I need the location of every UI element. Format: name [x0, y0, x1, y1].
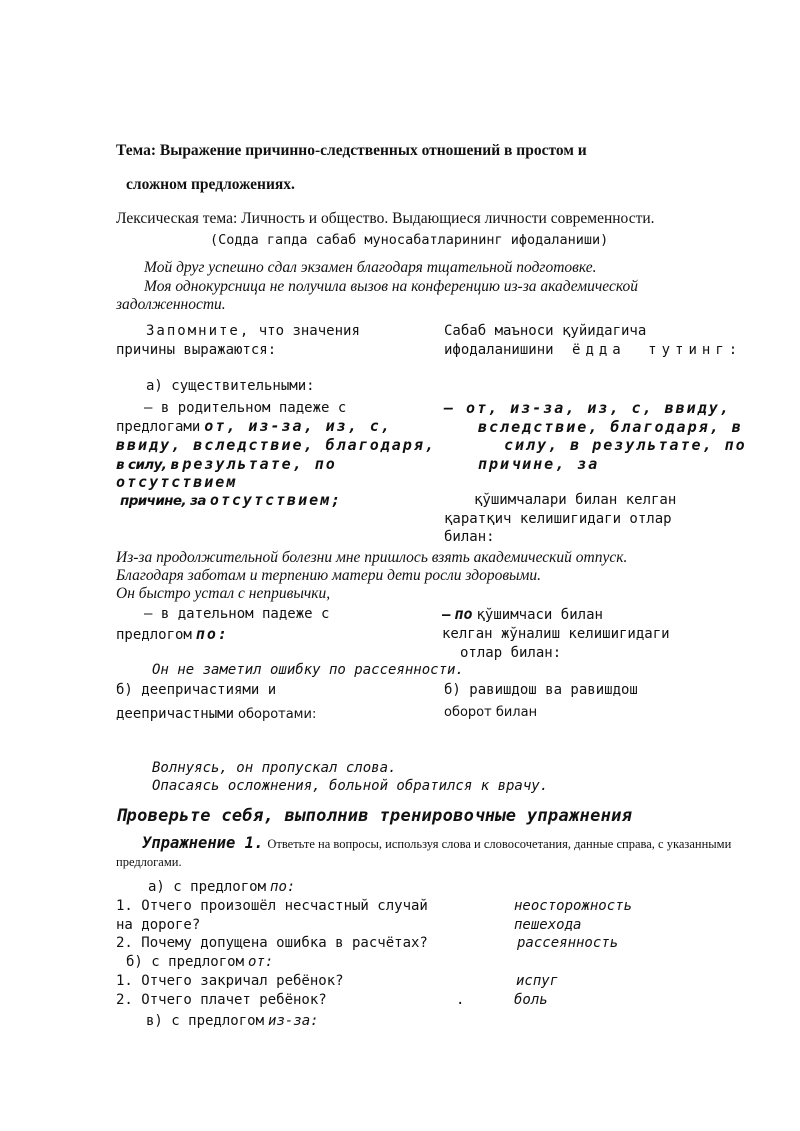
- remember-left-line-2: причины выражаются:: [116, 342, 277, 358]
- example-a-1: Из-за продолжительной болезни мне пришлось взять академический отпуск.: [116, 549, 628, 566]
- sub-b-prefix: б) с предлогом: [126, 954, 245, 970]
- remember-keyword: Запомните,: [146, 323, 251, 339]
- question-a-1-line-1: 1. Отчего произошёл несчастный случай: [116, 898, 428, 914]
- dative-left-line-1: — в дательном падеже с: [144, 606, 330, 622]
- remember-right-word-c: тутинг:: [648, 342, 743, 358]
- prepositions-line-4: отсутствием: [116, 473, 238, 491]
- remember-rest: что значения: [258, 323, 360, 339]
- uz-prepositions-line-2: вследствие, благодаря, в: [478, 418, 743, 436]
- question-a-1-line-2: на дороге?: [116, 917, 201, 933]
- sub-a-prefix: а) с предлогом: [148, 879, 267, 895]
- exercise-1-label: Упражнение 1.: [142, 834, 264, 852]
- section-b-left-line-1: б) деепричастиями и: [116, 682, 277, 698]
- prepositions-line-3: [116, 455, 337, 474]
- uzbek-subtitle: (Содда гапда сабаб муносабатларининг ифодаланиши): [210, 232, 609, 248]
- example-a-2: Благодаря заботам и терпению матери дети росли здоровыми.: [116, 567, 542, 584]
- prepositions-big-3: результате, по: [182, 455, 337, 473]
- sub-c-prefix: в) с предлогом: [146, 1013, 265, 1029]
- section-b-example-1: Волнуясь, он пропускал слова.: [152, 760, 397, 776]
- dative-dash: —: [442, 607, 451, 623]
- remember-left-line-1: [146, 323, 360, 339]
- intro-example-1: Мой друг успешно сдал экзамен благодаря тщательной подготовке.: [144, 259, 597, 276]
- section-a-heading: а) существительными:: [146, 378, 315, 394]
- uz-description-line-1: қўшимчалари билан келган: [474, 492, 677, 508]
- question-a-2: 2. Почему допущена ошибка в расчётах?: [116, 935, 428, 951]
- topic-title: [116, 142, 587, 160]
- remember-right-word-a: ифодаланишини: [444, 342, 554, 358]
- topic-line-2: сложном предложениях.: [126, 176, 295, 193]
- exercises-heading: Проверьте себя, выполнив тренировочные упражнения: [116, 806, 633, 826]
- section-b-word-a: деепричастными: [116, 706, 235, 722]
- sub-b-heading: [126, 953, 273, 971]
- example-a-3: Он быстро устал с непривычки,: [116, 585, 331, 602]
- dative-right-rest: қўшимчаси билан: [476, 607, 603, 623]
- answer-a-2: пешехода: [514, 917, 582, 933]
- sub-a-heading: [148, 878, 295, 896]
- stray-dot: .: [456, 992, 465, 1008]
- dative-right-prep: по: [454, 605, 473, 623]
- remember-right-word-b: ёдда: [572, 342, 626, 358]
- question-b-2: 2. Отчего плачет ребёнок?: [116, 992, 327, 1008]
- sub-b-prep: от:: [248, 954, 274, 970]
- dative-right-line-2: келган жўналиш келишигидаги: [442, 626, 670, 642]
- prepositions-small-3: в силу, в: [116, 457, 179, 473]
- intro-example-3: задолженности.: [116, 296, 226, 313]
- prepositions-line-2: ввиду, вследствие, благодаря,: [116, 436, 436, 454]
- section-b-right-line-2: оборот билан: [444, 705, 538, 720]
- answer-b-2: боль: [514, 992, 548, 1008]
- question-b-1: 1. Отчего закричал ребёнок?: [116, 973, 344, 989]
- uz-prepositions-line-1: — от, из-за, из, с, ввиду,: [444, 399, 731, 417]
- section-b-example-2: Опасаясь осложнения, больной обратился к врачу.: [152, 778, 549, 794]
- genitive-line-2: [116, 417, 392, 436]
- prepositions-line-1: от, из-за, из, с,: [204, 417, 392, 435]
- answer-b-1: испуг: [516, 973, 559, 989]
- lexical-topic: Лексическая тема: Личность и общество. Выдающиеся личности современности.: [116, 210, 655, 227]
- topic-line-1: Выражение причинно-следственных отношений в простом и: [159, 142, 587, 159]
- genitive-prefix: предлогами: [116, 419, 201, 435]
- answer-a-1: неосторожность: [514, 898, 633, 914]
- genitive-line-1: — в родительном падеже с: [144, 400, 347, 416]
- sub-c-prep: из-за:: [268, 1013, 319, 1029]
- section-b-left-line-2: [116, 705, 316, 723]
- dative-prefix: предлогом: [116, 627, 192, 643]
- intro-example-2: Моя однокурсница не получила вызов на конференцию из-за академической: [144, 278, 639, 295]
- dative-preposition: по:: [195, 625, 229, 643]
- dative-right-line-1: [442, 605, 603, 624]
- prepositions-big-5: отсутствием;: [209, 491, 343, 509]
- section-b-right-line-1: б) равишдош ва равишдош: [444, 682, 638, 698]
- exercise-1: [116, 834, 742, 871]
- uz-description-line-2: қаратқич келишигидаги отлар: [444, 511, 672, 527]
- section-b-word-b: оборотами:: [238, 707, 317, 722]
- dative-right-line-3: отлар билан:: [460, 645, 562, 661]
- answer-a-3: рассеянность: [517, 935, 619, 951]
- prepositions-line-5: [120, 491, 342, 510]
- topic-label: Тема:: [116, 142, 156, 159]
- dative-example: Он не заметил ошибку по рассеянности.: [152, 662, 464, 678]
- remember-right-line-2: [444, 342, 742, 358]
- dative-left-line-2: [116, 625, 229, 644]
- uz-prepositions-line-4: причине, за: [478, 455, 600, 473]
- uz-prepositions-line-3: силу, в результате, по: [504, 436, 747, 454]
- remember-right-line-1: Сабаб маъноси қуйидагича: [444, 323, 647, 339]
- sub-a-prep: по:: [270, 879, 296, 895]
- exercise-1-text: Ответьте на вопросы, используя слова и словосочетания, данные справа, с указанными предлогами.: [116, 837, 732, 869]
- sub-c-heading: [146, 1012, 319, 1030]
- uz-description-line-3: билан:: [444, 529, 495, 545]
- prepositions-small-5: причине, за: [120, 493, 206, 509]
